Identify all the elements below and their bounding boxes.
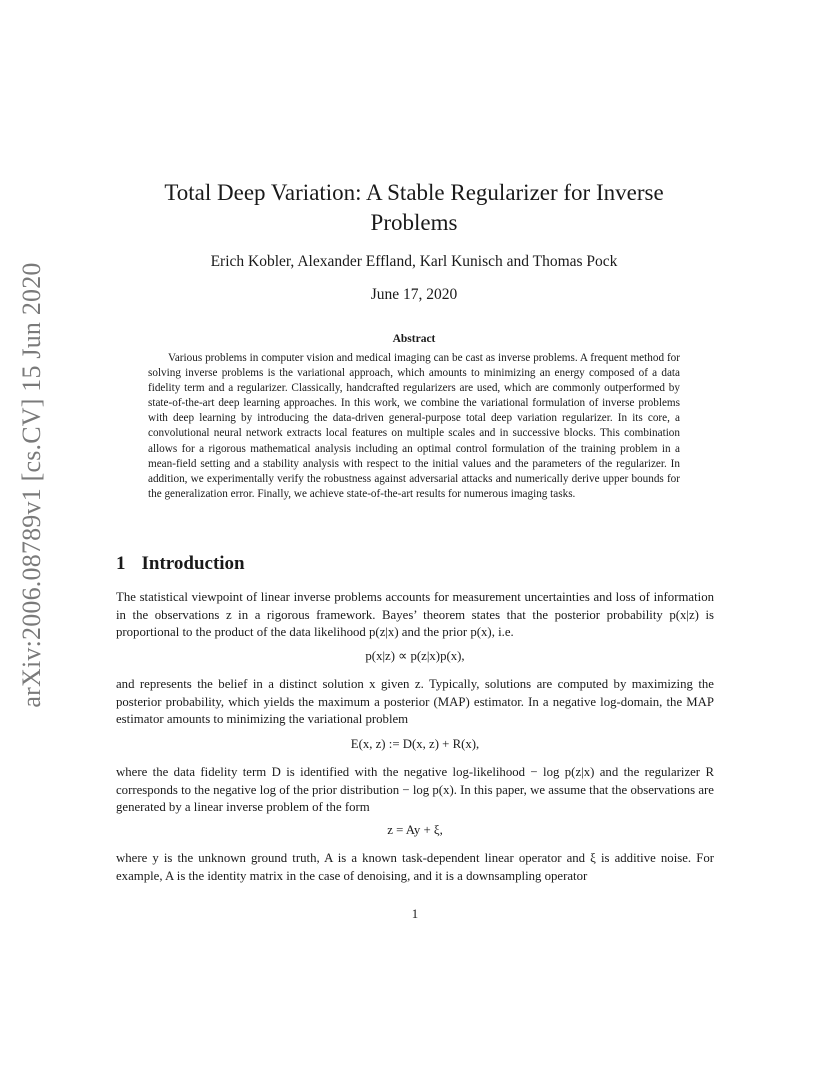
abstract-body: Various problems in computer vision and medical imaging can be cast as inverse problems. A frequent method for solving inverse problems is the variational approach, which amounts to minimizing an energy composed of a data fidelity term and a regularizer. Classically, handcrafted regularizers are used, which are commonly outperformed by state-of-the-art deep learning approaches. In this work, we combine the variational formulation of inverse problems with deep learning by introducing the data-driven general-purpose total deep variation regularizer. In its core, a convolutional neural network extracts local features on multiple scales and in successive blocks. This combination allows for a rigorous mathematical analysis including an optimal control formulation of the training problem in a mean-field setting and a stability analysis with respect to the initial values and the parameters of the regularizer. In addition, we experimentally verify the robustness against adversarial attacks and numerically derive upper bounds for the generalization error. Finally, we achieve state-of-the-art results for numerous imaging tasks. [148, 352, 680, 500]
section-number: 1 [116, 553, 126, 574]
equation-1: p(x|z) ∝ p(z|x)p(x), [365, 649, 465, 663]
section-heading-introduction [116, 553, 245, 575]
paragraph-2: and represents the belief in a distinct solution x given z. Typically, solutions are computed by maximizing the posterior probability, which yields the maximum a posterior (MAP) estimator. In a negative log-domain, the MAP estimator amounts to minimizing the variational problem [116, 677, 714, 727]
arxiv-identifier-text: arXiv:2006.08789v1 [cs.CV] 15 Jun 2020 [17, 262, 46, 708]
paragraph-4: where y is the unknown ground truth, A is a known task-dependent linear operator and ξ is additive noise. For example, A is the identity matrix in the case of denoising, and it is a downsampling operator [116, 851, 714, 883]
equation-3: z = Ay + ξ, [387, 823, 443, 837]
paper-title-line-1: Total Deep Variation: A Stable Regularizer for Inverse [164, 180, 664, 205]
abstract-heading: Abstract [392, 333, 436, 345]
paper-title [110, 178, 718, 238]
paragraph-3: where the data fidelity term D is identified with the negative log-likelihood − log p(z|x) and the regularizer R corresponds to the negative log of the prior distribution − log p(x). In this paper, we assume that the observations are generated by a linear inverse problem of the form [116, 765, 714, 815]
page-number: 1 [411, 907, 419, 921]
paragraph-1: The statistical viewpoint of linear inverse problems accounts for measurement uncertainties and loss of information in the observations z in a rigorous framework. Bayes’ theorem states that the posterior probability p(x|z) is proportional to the product of the data likelihood p(z|x) and the prior p(x), i.e. [116, 590, 714, 640]
paper-authors: Erich Kobler, Alexander Effland, Karl Kunisch and Thomas Pock [210, 253, 618, 270]
paper-date: June 17, 2020 [370, 286, 458, 303]
paper-title-line-2: Problems [370, 210, 458, 235]
arxiv-identifier-stamp [12, 262, 52, 708]
equation-2: E(x, z) := D(x, z) + R(x), [350, 737, 480, 751]
section-title: Introduction [141, 553, 245, 574]
